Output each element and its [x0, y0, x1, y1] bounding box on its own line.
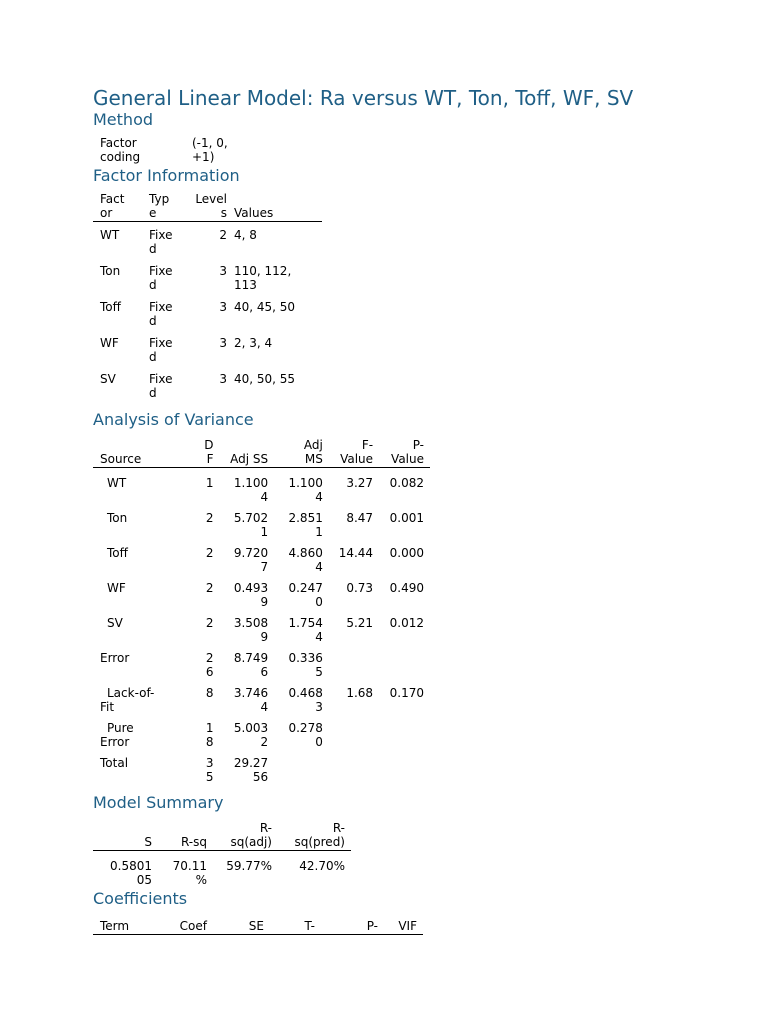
- col-t: T-: [264, 919, 315, 935]
- anova-fvalue: 1.68: [346, 686, 374, 700]
- col-source: Source: [93, 438, 190, 468]
- anova-adjms: 0.336 5: [288, 651, 323, 679]
- anova-adjss: 0.493 9: [233, 581, 269, 609]
- anova-df: 1: [205, 476, 214, 490]
- factor-values: 110, 112, 113: [234, 264, 292, 292]
- anova-adjss: 29.27 56: [233, 756, 269, 784]
- anova-adjss: 5.702 1: [233, 511, 269, 539]
- anova-fvalue: 5.21: [346, 616, 374, 630]
- factor-name: Toff: [100, 300, 121, 314]
- factor-levels: 2: [219, 228, 227, 242]
- factor-levels: 3: [219, 336, 227, 350]
- page-title: General Linear Model: Ra versus WT, Ton, Toff, WF, SV: [93, 86, 634, 110]
- col-rsqpred: R- sq(pred): [272, 821, 351, 851]
- table-row: [93, 336, 322, 372]
- anova-df: 3 5: [205, 756, 214, 784]
- anova-pvalue: 0.082: [389, 476, 424, 490]
- col-factor: Fact or: [93, 192, 142, 222]
- factor-type: Fixe d: [149, 264, 173, 292]
- anova-adjss: 5.003 2: [233, 721, 269, 749]
- table-row: [93, 264, 322, 300]
- factor-type: Fixe d: [149, 372, 173, 400]
- anova-adjms: 1.754 4: [288, 616, 323, 644]
- anova-pvalue: 0.000: [389, 546, 424, 560]
- model-summary-heading: Model Summary: [93, 793, 224, 812]
- anova-fvalue: 3.27: [346, 476, 374, 490]
- col-levels: Level s: [186, 192, 227, 222]
- factor-name: Ton: [100, 264, 121, 278]
- table-row: [93, 222, 322, 265]
- anova-df: 8: [205, 686, 214, 700]
- anova-fvalue: [323, 721, 373, 756]
- anova-source: Ton: [107, 511, 128, 525]
- anova-pvalue: [373, 721, 430, 756]
- anova-source: Toff: [107, 546, 128, 560]
- col-df: D F: [190, 438, 213, 468]
- factor-values: 40, 50, 55: [234, 372, 296, 386]
- method-value: (-1, 0, +1): [192, 136, 228, 164]
- col-fvalue: F- Value: [323, 438, 373, 468]
- anova-df: 2: [205, 616, 214, 630]
- anova-adjss: 3.508 9: [233, 616, 269, 644]
- anova-adjss: 1.100 4: [233, 476, 269, 504]
- anova-fvalue: 0.73: [346, 581, 374, 595]
- anova-df: 1 8: [205, 721, 214, 749]
- anova-df: 2: [205, 511, 214, 525]
- anova-pvalue: 0.490: [389, 581, 424, 595]
- factor-name: WT: [100, 228, 120, 242]
- anova-source: WF: [107, 581, 126, 595]
- col-s: S: [93, 821, 152, 851]
- anova-df: 2: [205, 581, 214, 595]
- factor-values: 2, 3, 4: [234, 336, 273, 350]
- anova-pvalue: 0.001: [389, 511, 424, 525]
- col-values: Values: [227, 192, 322, 222]
- table-row: [93, 581, 430, 616]
- anova-pvalue: [373, 651, 430, 686]
- col-rsq: R-sq: [152, 821, 207, 851]
- table-row: [93, 651, 430, 686]
- anova-adjms: 1.100 4: [288, 476, 323, 504]
- factor-levels: 3: [219, 264, 227, 278]
- anova-fvalue: [323, 651, 373, 686]
- anova-source: WT: [107, 476, 127, 490]
- anova-source: Pure Error: [100, 721, 134, 749]
- factor-type: Fixe d: [149, 336, 173, 364]
- col-adjss: Adj SS: [214, 438, 269, 468]
- method-heading: Method: [93, 110, 154, 129]
- anova-source: Total: [100, 756, 129, 770]
- factor-type: Fixe d: [149, 228, 173, 256]
- table-row: [93, 721, 430, 756]
- anova-fvalue: 8.47: [346, 511, 374, 525]
- anova-heading: Analysis of Variance: [93, 410, 254, 429]
- model-summary-table: [93, 821, 351, 887]
- anova-pvalue: 0.012: [389, 616, 424, 630]
- col-coef: Coef: [150, 919, 207, 935]
- anova-source: Lack-of- Fit: [100, 686, 155, 714]
- factor-name: WF: [100, 336, 119, 350]
- factor-levels: 3: [219, 372, 227, 386]
- document-page: [93, 86, 733, 935]
- factor-name: SV: [100, 372, 116, 386]
- col-term: Term: [93, 919, 150, 935]
- anova-table: [93, 438, 430, 791]
- anova-df: 2: [205, 546, 214, 560]
- anova-pvalue: 0.170: [389, 686, 424, 700]
- col-vif: VIF: [378, 919, 423, 935]
- method-label: Factor coding: [100, 136, 141, 164]
- col-pvalue: P- Value: [373, 438, 430, 468]
- col-adjms: Adj MS: [268, 438, 323, 468]
- table-row: [93, 546, 430, 581]
- table-row: [93, 468, 430, 512]
- anova-adjss: 9.720 7: [233, 546, 269, 574]
- factor-levels: 3: [219, 300, 227, 314]
- factor-values: 40, 45, 50: [234, 300, 296, 314]
- factor-info-table: [93, 192, 322, 408]
- coefficients-table: [93, 919, 423, 935]
- col-rsqadj: R- sq(adj): [207, 821, 272, 851]
- table-row: [93, 300, 322, 336]
- anova-df: 2 6: [205, 651, 214, 679]
- anova-adjms: 4.860 4: [288, 546, 323, 574]
- factor-info-heading: Factor Information: [93, 166, 240, 185]
- anova-pvalue: [373, 756, 430, 791]
- method-table: [93, 136, 228, 164]
- table-row: 0.5801 05 70.11 % 59.77% 42.70%: [110, 859, 345, 887]
- anova-source: SV: [107, 616, 123, 630]
- anova-source: Error: [100, 651, 130, 665]
- anova-adjms: 0.247 0: [288, 581, 323, 609]
- anova-adjss: 8.749 6: [233, 651, 269, 679]
- anova-adjss: 3.746 4: [233, 686, 269, 714]
- coefficients-heading: Coefficients: [93, 889, 188, 908]
- col-se: SE: [207, 919, 264, 935]
- factor-values: 4, 8: [234, 228, 257, 242]
- anova-adjms: 0.468 3: [288, 686, 323, 714]
- table-row: [93, 372, 322, 408]
- col-p: P-: [315, 919, 378, 935]
- table-row: [93, 756, 430, 791]
- anova-adjms: 0.278 0: [288, 721, 323, 749]
- anova-adjms: 2.851 1: [288, 511, 323, 539]
- table-row: [93, 511, 430, 546]
- table-row: [93, 686, 430, 721]
- table-row: [93, 616, 430, 651]
- anova-fvalue: 14.44: [338, 546, 374, 560]
- anova-adjms: [268, 756, 323, 791]
- col-type: Typ e: [142, 192, 186, 222]
- factor-type: Fixe d: [149, 300, 173, 328]
- anova-fvalue: [323, 756, 373, 791]
